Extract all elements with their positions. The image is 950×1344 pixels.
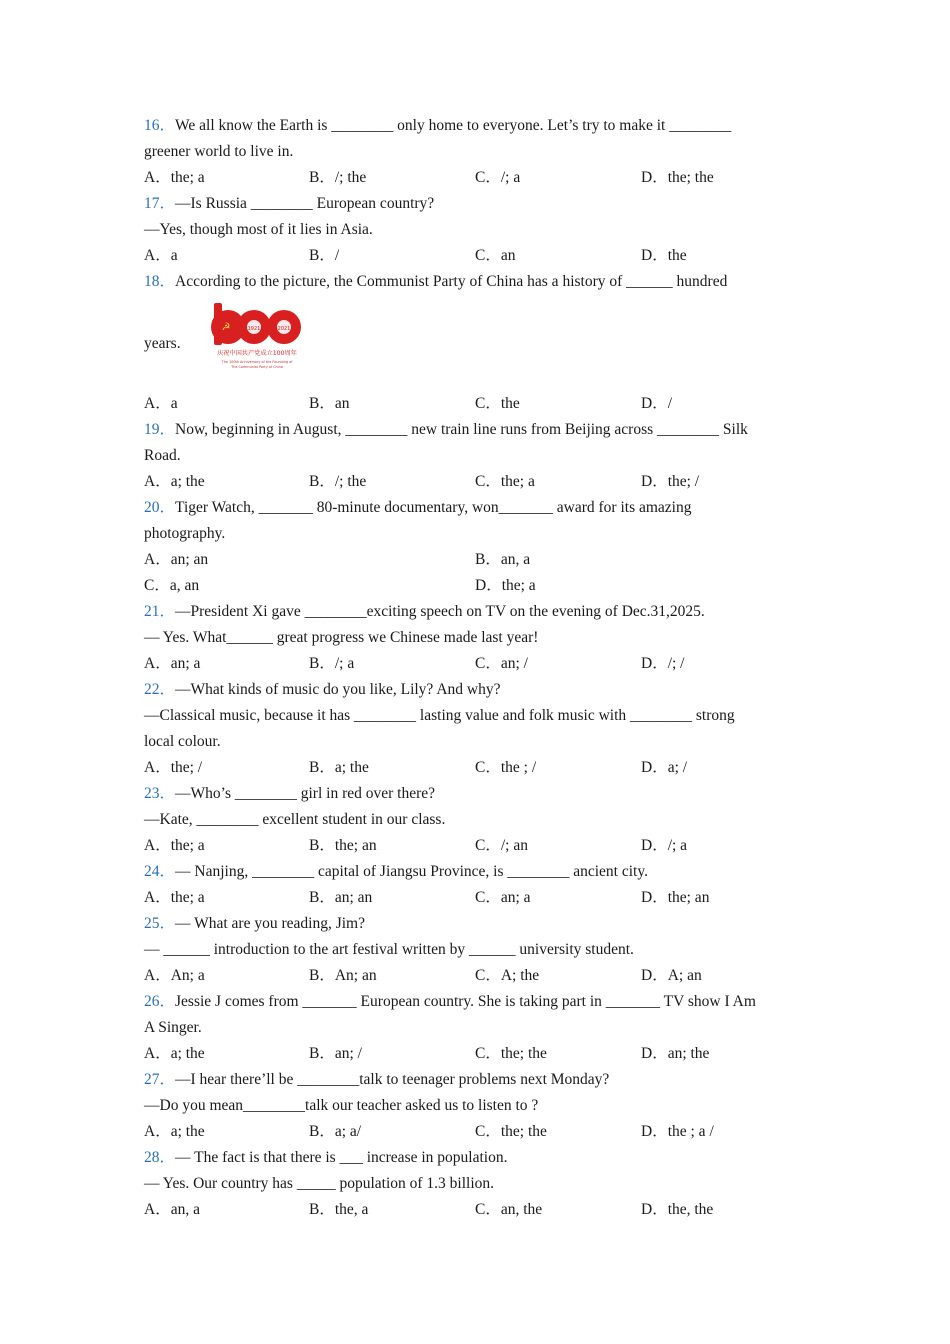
option-c: C．/; an bbox=[475, 837, 528, 854]
question-text: — What are you reading, Jim? bbox=[175, 915, 365, 932]
option-c: C．an, the bbox=[475, 1201, 543, 1218]
question-text-continued: —Classical music, because it has ________ lasting value and folk music with ________ strong bbox=[144, 707, 735, 724]
options-row bbox=[144, 1197, 814, 1223]
option-a: A．an; an bbox=[144, 551, 209, 568]
option-b: B．the; an bbox=[309, 837, 377, 854]
question-number: 22． bbox=[144, 681, 176, 698]
options-row bbox=[144, 391, 814, 417]
option-b: B．/; the bbox=[309, 169, 367, 186]
option-b: B．an, a bbox=[475, 551, 531, 568]
option-b: B．an bbox=[309, 395, 350, 412]
question-16 bbox=[144, 113, 814, 139]
question-text: —Who’s ________ girl in red over there? bbox=[175, 785, 436, 802]
option-b: B．/; a bbox=[309, 655, 355, 672]
question-number: 25． bbox=[144, 915, 176, 932]
picture-row bbox=[144, 295, 814, 391]
option-a: A．an, a bbox=[144, 1201, 200, 1218]
question-text-continued: —Kate, ________ excellent student in our class. bbox=[144, 811, 446, 828]
question-number: 26． bbox=[144, 993, 176, 1010]
question-text-continued: — Yes. What______ great progress we Chinese made last year! bbox=[144, 629, 539, 646]
options-row bbox=[144, 573, 814, 599]
option-a: A．a; the bbox=[144, 1045, 205, 1062]
question-number: 16． bbox=[144, 117, 176, 134]
options-row bbox=[144, 469, 814, 495]
option-d: D．the; a bbox=[475, 577, 536, 594]
option-a: A．An; a bbox=[144, 967, 205, 984]
option-c: C．an; a bbox=[475, 889, 531, 906]
question-24 bbox=[144, 859, 814, 885]
logo-caption-en-2: The Communist Party of China bbox=[231, 365, 283, 369]
question-number: 20． bbox=[144, 499, 176, 516]
question-list bbox=[144, 113, 814, 1223]
question-number: 23． bbox=[144, 785, 176, 802]
option-c: C．an; / bbox=[475, 655, 528, 672]
question-text-continued: —Yes, though most of it lies in Asia. bbox=[144, 221, 373, 238]
option-a: A．a bbox=[144, 247, 178, 264]
option-b: B．an; / bbox=[309, 1045, 362, 1062]
option-a: A．a; the bbox=[144, 473, 205, 490]
option-d: D．/; a bbox=[641, 837, 688, 854]
question-text: We all know the Earth is ________ only home to everyone. Let’s try to make it ________ bbox=[175, 117, 732, 134]
option-d: D．/; / bbox=[641, 655, 685, 672]
options-row bbox=[144, 1119, 814, 1145]
option-a: A．the; a bbox=[144, 889, 205, 906]
svg-text:☭: ☭ bbox=[221, 322, 231, 333]
option-b: B．the, a bbox=[309, 1201, 369, 1218]
question-27 bbox=[144, 1067, 814, 1093]
options-row bbox=[144, 963, 814, 989]
logo-caption-en-1: The 100th Anniversary of the Founding of bbox=[221, 360, 293, 364]
question-text: Tiger Watch, _______ 80-minute documentary, won_______ award for its amazing bbox=[175, 499, 692, 516]
question-number: 17． bbox=[144, 195, 176, 212]
option-b: B．/ bbox=[309, 247, 340, 264]
option-c: C．an bbox=[475, 247, 516, 264]
option-d: D．/ bbox=[641, 395, 673, 412]
question-18 bbox=[144, 269, 814, 295]
question-text-continued: photography. bbox=[144, 525, 226, 542]
question-text-continued: —Do you mean________talk our teacher asked us to listen to ? bbox=[144, 1097, 539, 1114]
question-text: — The fact is that there is ___ increase in population. bbox=[175, 1149, 508, 1166]
option-c: C．the; the bbox=[475, 1123, 547, 1140]
options-row bbox=[144, 1041, 814, 1067]
logo-caption-cn: 庆祝中国共产党成立100周年 bbox=[217, 350, 297, 357]
question-text: — Nanjing, ________ capital of Jiangsu Province, is ________ ancient city. bbox=[175, 863, 648, 880]
option-b: B．a; a/ bbox=[309, 1123, 362, 1140]
question-text: —I hear there’ll be ________talk to teenager problems next Monday? bbox=[175, 1071, 610, 1088]
option-d: D．an; the bbox=[641, 1045, 710, 1062]
option-a: A．the; a bbox=[144, 837, 205, 854]
option-a: A．a bbox=[144, 395, 178, 412]
question-text-continued: A Singer. bbox=[144, 1019, 202, 1036]
option-b: B．An; an bbox=[309, 967, 377, 984]
options-row bbox=[144, 547, 814, 573]
option-b: B．a; the bbox=[309, 759, 369, 776]
option-d: D．the; an bbox=[641, 889, 710, 906]
question-text: According to the picture, the Communist Party of China has a history of ______ hundred bbox=[175, 273, 728, 290]
question-text-continued: greener world to live in. bbox=[144, 143, 294, 160]
option-d: D．a; / bbox=[641, 759, 688, 776]
options-row bbox=[144, 651, 814, 677]
svg-text:2021: 2021 bbox=[277, 326, 291, 332]
option-c: C．/; a bbox=[475, 169, 521, 186]
options-row bbox=[144, 165, 814, 191]
options-row bbox=[144, 833, 814, 859]
question-26 bbox=[144, 989, 814, 1015]
option-a: A．an; a bbox=[144, 655, 201, 672]
question-number: 27． bbox=[144, 1071, 176, 1088]
option-b: B．/; the bbox=[309, 473, 367, 490]
question-17 bbox=[144, 191, 814, 217]
options-row bbox=[144, 243, 814, 269]
svg-text:1921: 1921 bbox=[247, 326, 261, 332]
question-28 bbox=[144, 1145, 814, 1171]
question-text: —What kinds of music do you like, Lily? And why? bbox=[175, 681, 501, 698]
options-row bbox=[144, 885, 814, 911]
question-text: —Is Russia ________ European country? bbox=[175, 195, 435, 212]
question-21 bbox=[144, 599, 814, 625]
option-d: D．the, the bbox=[641, 1201, 714, 1218]
question-text-continued: Road. bbox=[144, 447, 181, 464]
option-d: D．the; the bbox=[641, 169, 714, 186]
option-d: D．the; / bbox=[641, 473, 700, 490]
cpc-100-anniversary-logo bbox=[208, 297, 306, 373]
option-a: A．the; / bbox=[144, 759, 203, 776]
option-c: C．the; the bbox=[475, 1045, 547, 1062]
question-number: 28． bbox=[144, 1149, 176, 1166]
question-number: 24． bbox=[144, 863, 176, 880]
question-number: 19． bbox=[144, 421, 176, 438]
question-text: Now, beginning in August, ________ new train line runs from Beijing across ________ Silk bbox=[175, 421, 748, 438]
option-d: D．A; an bbox=[641, 967, 702, 984]
option-c: C．the; a bbox=[475, 473, 535, 490]
question-text-continued: — ______ introduction to the art festival written by ______ university student. bbox=[144, 941, 634, 958]
question-number: 18． bbox=[144, 273, 176, 290]
question-22 bbox=[144, 677, 814, 703]
question-20 bbox=[144, 495, 814, 521]
options-row bbox=[144, 755, 814, 781]
option-c: C．the ; / bbox=[475, 759, 537, 776]
question-25 bbox=[144, 911, 814, 937]
question-text-continued: years. bbox=[144, 335, 181, 352]
option-a: A．the; a bbox=[144, 169, 205, 186]
question-text: Jessie J comes from _______ European country. She is taking part in _______ TV show I Am bbox=[175, 993, 756, 1010]
option-d: D．the bbox=[641, 247, 687, 264]
option-a: A．a; the bbox=[144, 1123, 205, 1140]
option-c: C．a, an bbox=[144, 577, 200, 594]
option-c: C．the bbox=[475, 395, 520, 412]
question-23 bbox=[144, 781, 814, 807]
question-19 bbox=[144, 417, 814, 443]
question-text-continued: — Yes. Our country has _____ population of 1.3 billion. bbox=[144, 1175, 495, 1192]
question-text: —President Xi gave ________exciting speech on TV on the evening of Dec.31,2025. bbox=[175, 603, 705, 620]
option-b: B．an; an bbox=[309, 889, 373, 906]
question-number: 21． bbox=[144, 603, 176, 620]
question-text-continued: local colour. bbox=[144, 733, 221, 750]
option-c: C．A; the bbox=[475, 967, 540, 984]
option-d: D．the ; a / bbox=[641, 1123, 714, 1140]
